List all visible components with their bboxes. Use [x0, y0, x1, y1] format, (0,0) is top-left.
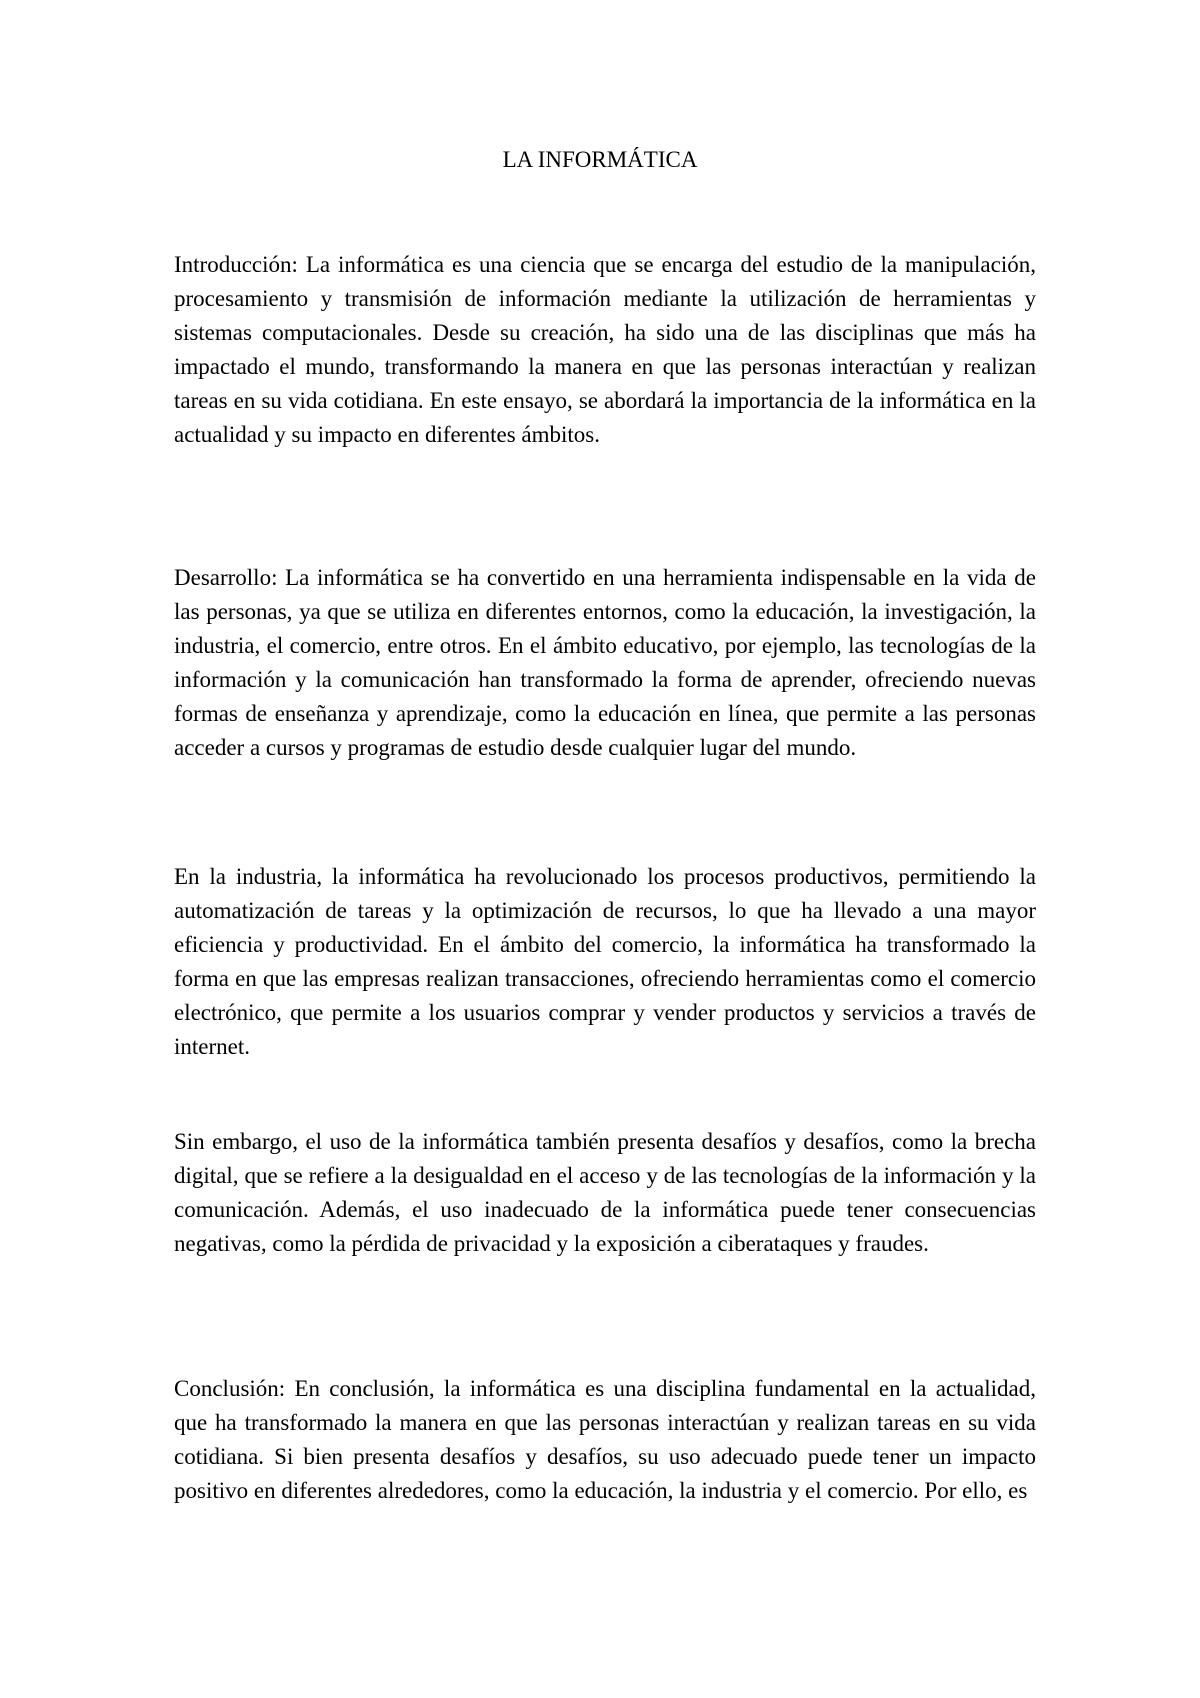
paragraph-challenges: Sin embargo, el uso de la informática también presenta desafíos y desafíos, como la brecha digital, que se refiere a la desigualdad en el acceso y de las tecnologías de la información y la comunicación. Además, el uso inadecuado de la informática puede tener consecuencias negativas, como la pérdida de privacidad y la exposición a ciberataques y fraudes. [174, 1129, 1036, 1256]
paragraph-industry: En la industria, la informática ha revolucionado los procesos productivos, permitiendo la automatización de tareas y la optimización de recursos, lo que ha llevado a una mayor eficiencia y productividad. En el ámbito del comercio, la informática ha transformado la forma en que las empresas realizan transacciones, ofreciendo herramientas como el comercio electrónico, que permite a los usuarios comprar y vender productos y servicios a través de internet. [174, 864, 1036, 1059]
paragraph-conclusion: Conclusión: En conclusión, la informática es una disciplina fundamental en la actualidad, que ha transformado la manera en que las personas interactúan y realizan tareas en su vida cotidiana. Si bien presenta desafíos y desafíos, su uso adecuado puede tener un impacto positivo en diferentes alrededores, como la educación, la industria y el comercio. Por ello, es [174, 1376, 1036, 1503]
paragraph-introduction: Introducción: La informática es una ciencia que se encarga del estudio de la manipulación, procesamiento y transmisión de información mediante la utilización de herramientas y sistemas computacionales. Desde su creación, ha sido una de las disciplinas que más ha impactado el mundo, transformando la manera en que las personas interactúan y realizan tareas en su vida cotidiana. En este ensayo, se abordará la importancia de la informática en la actualidad y su impacto en diferentes ámbitos. [174, 252, 1036, 447]
document-title: LA INFORMÁTICA [502, 147, 698, 172]
paragraph-development: Desarrollo: La informática se ha convertido en una herramienta indispensable en la vida de las personas, ya que se utiliza en diferentes entornos, como la educación, la investigación, la industria, el comercio, entre otros. En el ámbito educativo, por ejemplo, las tecnologías de la información y la comunicación han transformado la forma de aprender, ofreciendo nuevas formas de enseñanza y aprendizaje, como la educación en línea, que permite a las personas acceder a cursos y programas de estudio desde cualquier lugar del mundo. [174, 565, 1036, 760]
